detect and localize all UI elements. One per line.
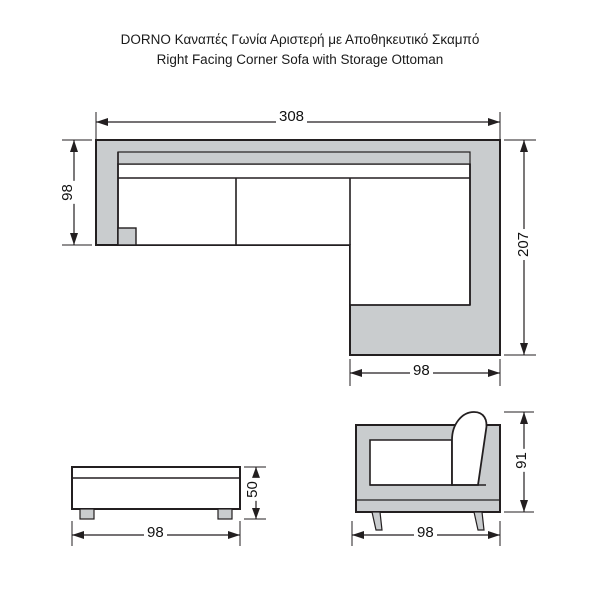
title-line-greek: DORNO Καναπές Γωνία Αριστερή με Αποθηκευτικό Σκαμπό	[120, 32, 480, 47]
sofa-side-view-geometry	[356, 412, 500, 530]
top-view-geometry	[96, 140, 500, 355]
dim-label-top-depth-left: 98	[59, 181, 76, 204]
dim-label-top-chaise-width: 98	[410, 362, 433, 379]
title-line-english: Right Facing Corner Sofa with Storage Ottoman	[156, 52, 444, 67]
dim-label-sofa-depth: 98	[414, 524, 437, 541]
dim-label-top-length-right: 207	[515, 229, 532, 260]
dim-label-ottoman-width: 98	[144, 524, 167, 541]
dim-label-sofa-height: 91	[513, 449, 530, 472]
dim-label-ottoman-height: 50	[244, 478, 261, 501]
ottoman-view-geometry	[72, 467, 240, 519]
dim-label-top-width: 308	[276, 108, 307, 125]
